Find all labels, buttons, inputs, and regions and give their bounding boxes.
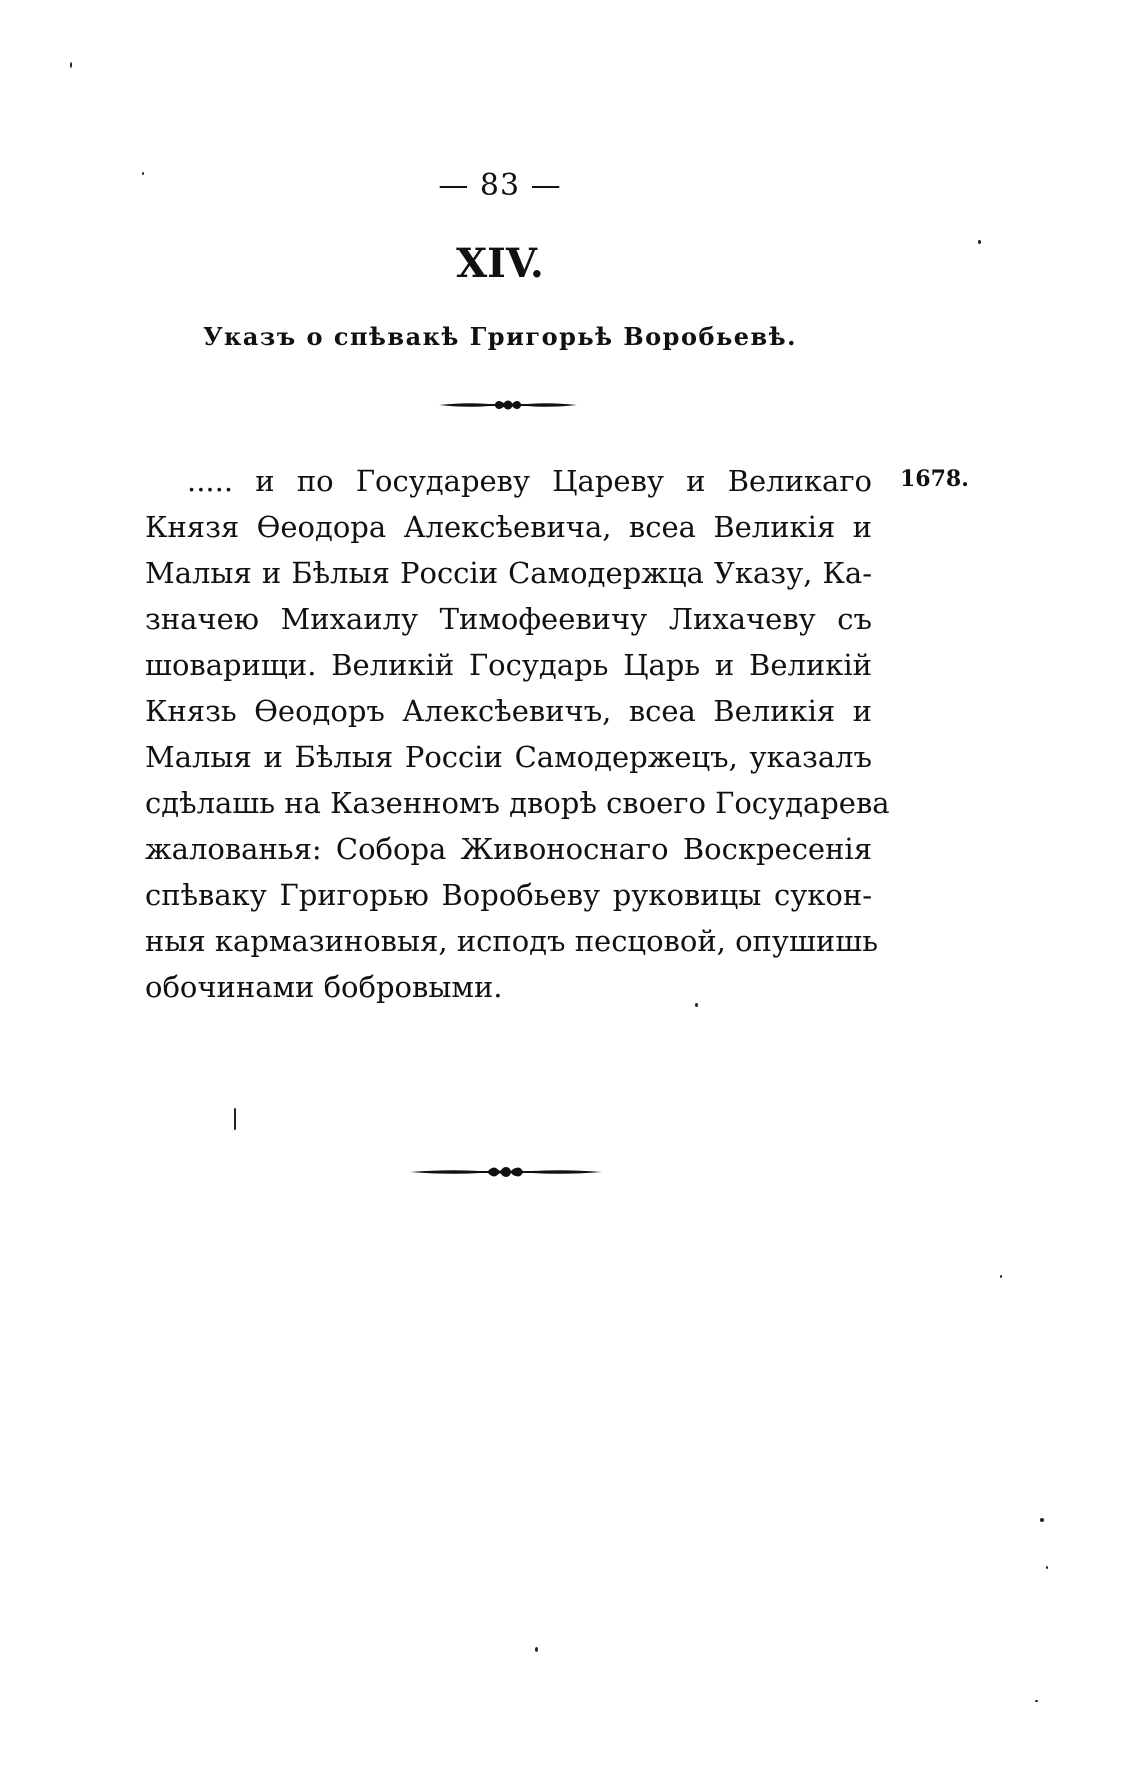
scan-speck xyxy=(1040,1518,1044,1522)
text-line-9: жалованья: Собора Живоноснаго Воскресенія xyxy=(145,832,872,866)
document-heading: Указъ о спѣвакѣ Григорьѣ Воробьевѣ. xyxy=(203,322,797,351)
text-line-12: обочинами бобровыми. xyxy=(145,970,503,1004)
margin-year: 1678. xyxy=(900,466,969,492)
section-number: XIV. xyxy=(456,240,544,287)
scan-speck xyxy=(1035,1700,1038,1702)
text-line-2: Князя Өеодора Алексѣевича, всеа Великія и xyxy=(145,510,872,544)
scan-speck xyxy=(535,1647,538,1652)
scan-speck xyxy=(1000,1275,1002,1278)
ornament-divider-bottom xyxy=(408,1162,604,1182)
page-number: — 83 — xyxy=(438,168,562,203)
text-line-3: Малыя и Бѣлыя Россіи Самодержца Указу, Ка- xyxy=(145,556,872,590)
scan-speck xyxy=(142,172,144,175)
ornament-divider-top xyxy=(437,396,579,414)
text-line-10: спѣваку Григорью Воробьеву руковицы сукон- xyxy=(145,878,872,912)
text-line-8: сдѣлашь на Казенномъ дворѣ своего Государева xyxy=(145,786,890,820)
text-line-5: шоварищи. Великій Государь Царь и Великій xyxy=(145,648,872,682)
scan-speck xyxy=(978,240,981,244)
decree-text xyxy=(145,458,890,1010)
scan-speck xyxy=(695,1003,698,1007)
text-line-7: Малыя и Бѣлыя Россіи Самодержецъ, указалъ xyxy=(145,740,872,774)
scan-speck xyxy=(1046,1566,1048,1569)
text-line-1: ..... и по Государеву Цареву и Великаго xyxy=(187,464,872,498)
text-line-11: ныя кармазиновыя, исподъ песцовой, опушишь xyxy=(145,924,878,958)
scan-speck xyxy=(234,1108,236,1130)
text-line-4: значею Михаилу Тимофеевичу Лихачеву съ xyxy=(145,602,872,636)
text-line-6: Князь Өеодоръ Алексѣевичъ, всеа Великія и xyxy=(145,694,872,728)
scan-speck xyxy=(70,62,72,68)
